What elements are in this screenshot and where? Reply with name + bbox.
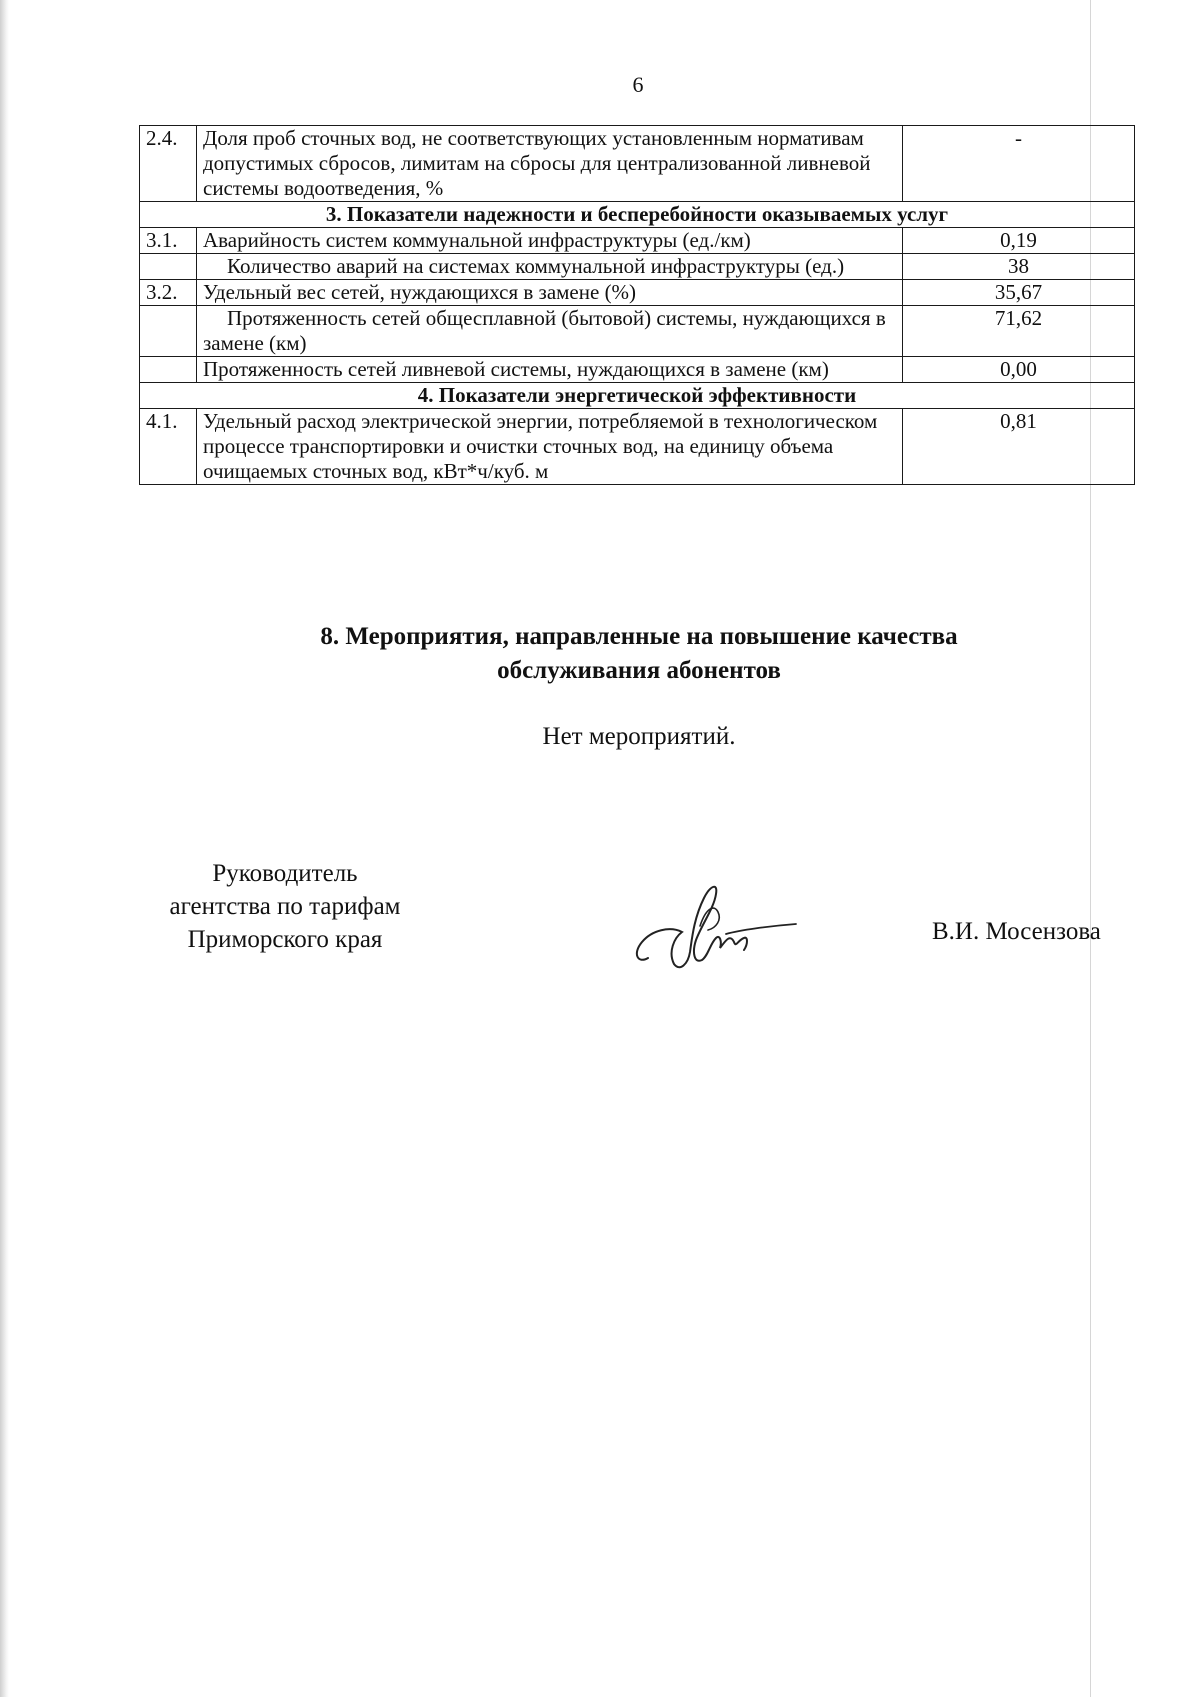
table-row — [140, 357, 1135, 383]
indicator-value: 0,19 — [903, 228, 1135, 254]
indicator-value: 35,67 — [903, 280, 1135, 306]
page-number: 6 — [632, 72, 644, 97]
table-row — [140, 254, 1135, 280]
indicators-table — [139, 125, 1135, 485]
table-row — [140, 409, 1135, 485]
table-row — [140, 126, 1135, 202]
indicator-value: 0,00 — [903, 357, 1135, 383]
no-measures-text: Нет мероприятий. — [542, 723, 736, 750]
indicator-name: Протяженность сетей ливневой системы, нуждающихся в замене (км) — [197, 357, 903, 383]
indicators-table-body — [140, 126, 1135, 485]
signer-name: В.И. Мосензова — [932, 918, 1101, 945]
signer-position-line-1: Руководитель — [212, 860, 358, 887]
section-8-title — [139, 620, 1139, 688]
row-number: 4.1. — [140, 409, 197, 485]
indicator-value: 71,62 — [903, 306, 1135, 357]
row-number — [140, 254, 197, 280]
row-number: 3.1. — [140, 228, 197, 254]
section-heading: 3. Показатели надежности и бесперебойности оказываемых услуг — [140, 202, 1135, 228]
row-number: 3.2. — [140, 280, 197, 306]
indicator-value: - — [903, 126, 1135, 202]
handwritten-signature — [630, 868, 800, 978]
indicator-value: 38 — [903, 254, 1135, 280]
row-number: 2.4. — [140, 126, 197, 202]
indicator-name: Удельный расход электрической энергии, потребляемой в технологическом процессе транспортировки и очистки сточных вод, на единицу объема очищаемых сточных вод, кВт*ч/куб. м — [197, 409, 903, 485]
indicator-name: Доля проб сточных вод, не соответствующих установленным нормативам допустимых сбросов, лимитам на сбросы для централизованной ливневой системы водоотведения, % — [197, 126, 903, 202]
table-row — [140, 306, 1135, 357]
row-number — [140, 306, 197, 357]
signer-position-line-2: агентства по тарифам — [169, 893, 401, 920]
table-section-row — [140, 202, 1135, 228]
indicator-name: Удельный вес сетей, нуждающихся в замене (%) — [197, 280, 903, 306]
signer-position — [140, 857, 430, 956]
signer-position-line-3: Приморского края — [187, 926, 383, 953]
indicator-value: 0,81 — [903, 409, 1135, 485]
row-number — [140, 357, 197, 383]
section-8-title-line-2: обслуживания абонентов — [497, 657, 781, 684]
scan-left-edge — [0, 0, 9, 1697]
indicator-name: Количество аварий на системах коммунальной инфраструктуры (ед.) — [197, 254, 903, 280]
table-section-row — [140, 383, 1135, 409]
table-row — [140, 280, 1135, 306]
section-heading: 4. Показатели энергетической эффективности — [140, 383, 1135, 409]
indicator-name: Аварийность систем коммунальной инфраструктуры (ед./км) — [197, 228, 903, 254]
section-8-title-line-1: 8. Мероприятия, направленные на повышение качества — [320, 623, 958, 650]
table-row — [140, 228, 1135, 254]
indicator-name: Протяженность сетей общесплавной (бытовой) системы, нуждающихся в замене (км) — [197, 306, 903, 357]
